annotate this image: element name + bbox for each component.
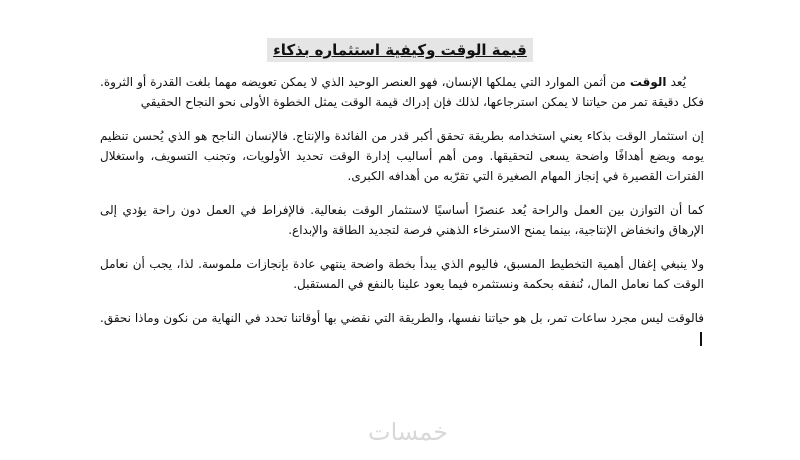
paragraph-3	[100, 200, 704, 240]
paragraph-5	[100, 308, 704, 348]
paragraph-2-text: إن استثمار الوقت بذكاء يعني استخدامه بطريقة تحقق أكبر قدر من الفائدة والإنتاج. فالإنسان الناجح هو الذي يُحسن تنظيم يومه ويضع أهدافًا واضحة يسعى لتحقيقها. ومن أهم أساليب إدارة الوقت تحديد الأولويات، وتجنب التسويف، واستغلال الفترات القصيرة في إنجاز المهام الصغيرة التي تقرّبه من أهدافه الكبرى.	[100, 129, 704, 183]
paragraph-2	[100, 126, 704, 186]
paragraph-3-text: كما أن التوازن بين العمل والراحة يُعد عنصرًا أساسيًا لاستثمار الوقت بفعالية. فالإفراط في العمل دون راحة يؤدي إلى الإرهاق وانخفاض الإنتاجية، بينما يمنح الاسترخاء الذهني فرصة لتجديد الطاقة والإبداع.	[100, 203, 704, 237]
document-title: قيمة الوقت وكيفية استثماره بذكاء	[267, 38, 533, 62]
paragraph-1	[100, 72, 704, 112]
paragraph-1-keyword: الوقت	[629, 75, 667, 89]
paragraph-1-lead: يُعد	[670, 75, 686, 89]
title-container	[0, 38, 800, 62]
paragraph-4-text: ولا ينبغي إغفال أهمية التخطيط المسبق، فاليوم الذي يبدأ بخطة واضحة ينتهي عادة بإنجازات ملموسة. لذا، يجب أن نعامل الوقت كما نعامل المال، نُنفقه بحكمة ونستثمره فيما يعود علينا بالنفع في المستقبل.	[100, 257, 704, 291]
document-body[interactable]	[100, 72, 704, 362]
paragraph-5-text: فالوقت ليس مجرد ساعات تمر، بل هو حياتنا نفسها، والطريقة التي نقضي بها أوقاتنا تحدد في النهاية من نكون وماذا نحقق.	[100, 311, 704, 325]
paragraph-4	[100, 254, 704, 294]
watermark-logo: خمسات	[367, 418, 448, 446]
text-cursor	[700, 332, 702, 346]
paragraph-1-text: من أثمن الموارد التي يملكها الإنسان، فهو العنصر الوحيد الذي لا يمكن تعويضه مهما بلغت القدرة أو الثروة. فكل دقيقة تمر من حياتنا لا يمكن استرجاعها، لذلك فإن إدراك قيمة الوقت يمثل الخطوة الأولى نحو النجاح الحقيقي	[100, 75, 704, 109]
